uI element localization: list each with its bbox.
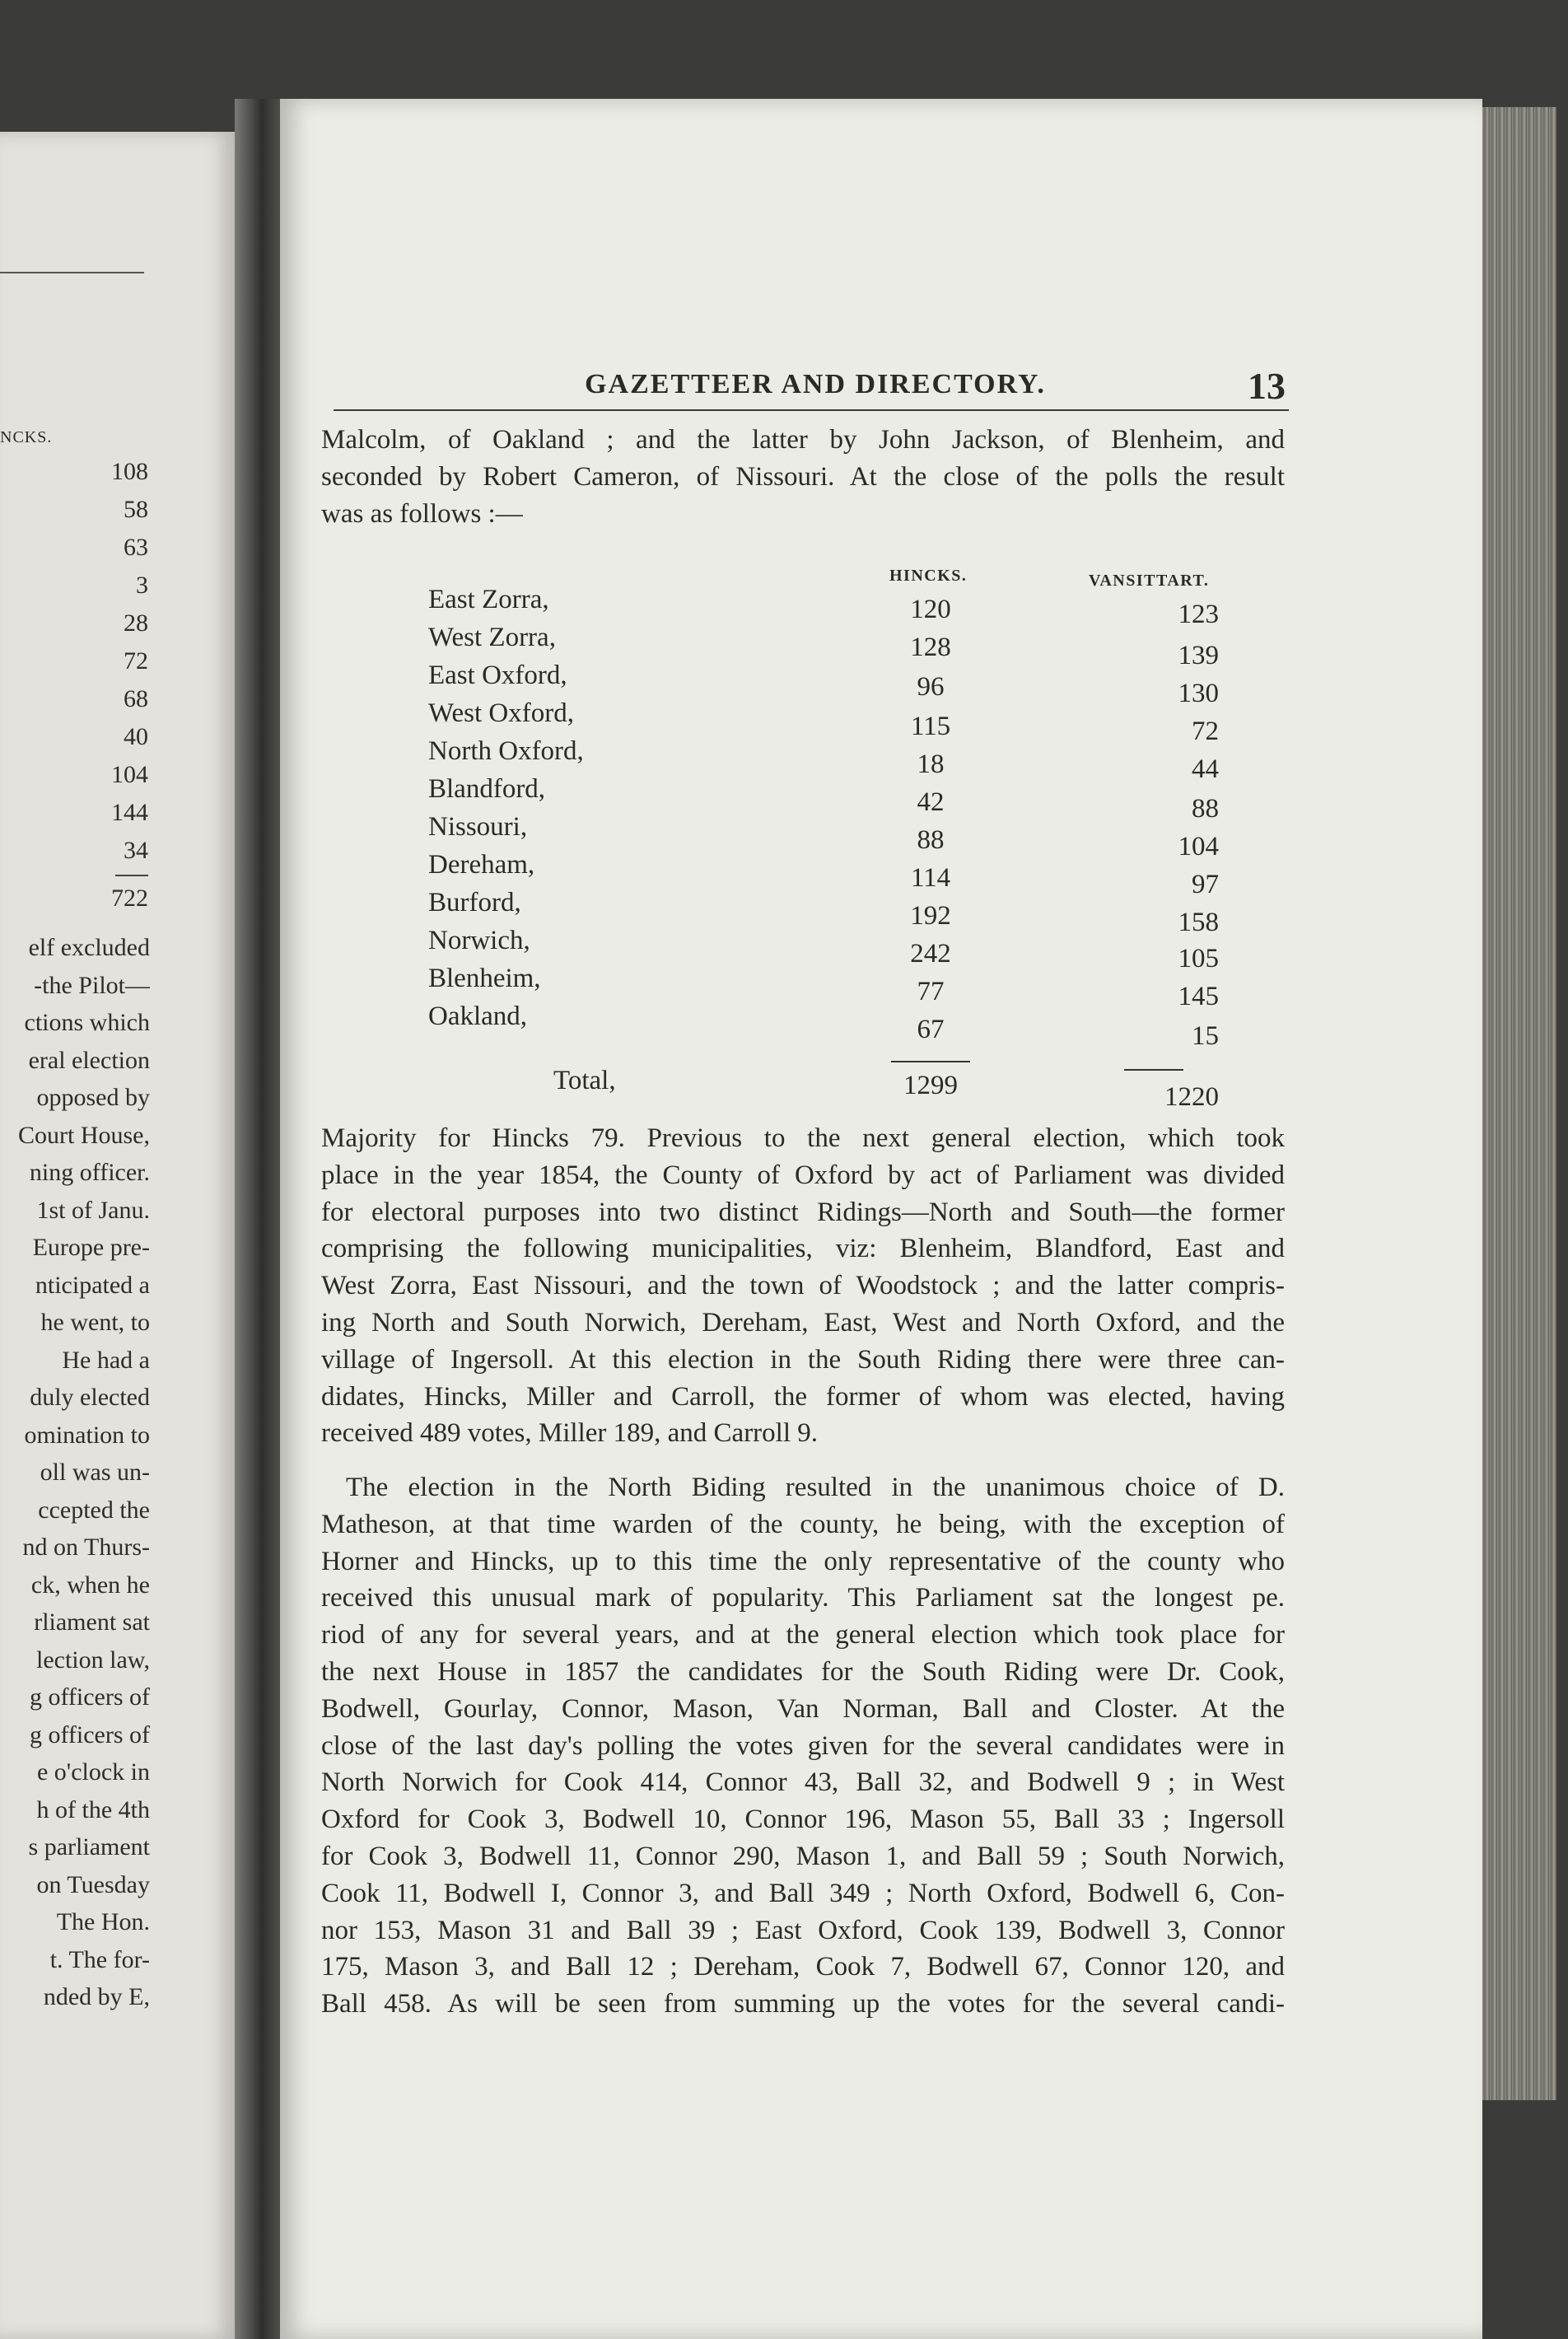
vansittart-votes: 44 [1192,754,1219,784]
hincks-votes: 42 [917,787,945,817]
paragraph-next-election [321,1120,1285,1452]
page-edges [1482,107,1556,2100]
vansittart-votes: 88 [1192,794,1219,824]
hincks-votes: 115 [910,712,951,741]
township-name: North Oxford, [428,736,584,766]
hincks-votes: 242 [910,939,951,969]
left-page-text [0,929,150,2016]
left-vote-value: 3 [136,572,148,599]
text-line: riod of any for several years, and at the general election which took place for [321,1620,1285,1650]
hincks-votes: 18 [917,749,945,779]
left-text-line: h of the 4th [36,1795,150,1823]
table-row [0,888,1568,937]
left-text-line: Europe pre- [32,1234,150,1261]
table-row [0,585,1568,629]
left-text-line: omination to [24,1421,150,1449]
township-name: Blandford, [428,774,546,804]
vansittart-sum-rule [1124,1069,1183,1071]
left-vote-value: 108 [111,458,148,485]
hincks-votes: 67 [917,1015,945,1044]
column-header-hincks: HINCKS. [889,567,968,585]
left-vote-value: 68 [124,685,148,712]
left-text-line: 1st of Janu. [36,1196,150,1224]
left-vote-value: 72 [124,647,148,675]
township-name: West Oxford, [428,698,574,728]
left-text-line: g officers of [29,1683,150,1711]
left-text-line: ccepted the [38,1496,150,1524]
table-row [0,623,1568,670]
hincks-sum-rule [891,1061,970,1062]
left-text-line: Court House, [18,1121,150,1149]
left-text-line: g officers of [29,1720,150,1748]
vansittart-votes: 123 [1178,600,1219,629]
left-text-line: elf excluded [28,934,150,961]
vansittart-votes: 130 [1178,679,1219,708]
hincks-votes: 96 [917,672,945,702]
left-text-line: he went, to [40,1309,150,1336]
text-line: ing North and South Norwich, Dereham, East, West and North Oxford, and the [321,1307,1285,1338]
hincks-votes: 88 [917,825,945,855]
text-line: for Cook 3, Bodwell 11, Connor 290, Mason 1, and Ball 59 ; South Norwich, [321,1841,1285,1871]
hincks-votes: 120 [910,595,951,624]
hincks-votes: 128 [910,633,951,662]
text-line: comprising the following municipalities, viz: Blenheim, Blandford, East and [321,1234,1285,1264]
left-text-line: rliament sat [34,1608,150,1636]
left-vote-value: 40 [124,723,148,750]
left-text-line: The Hon. [56,1908,150,1935]
left-vote-value: 104 [111,761,148,788]
left-page-rule [0,272,144,273]
left-text-line: t. The for- [49,1945,150,1973]
left-text-line: on Tuesday [36,1870,150,1898]
text-line: nor 153, Mason 31 and Ball 39 ; East Oxford, Cook 139, Bodwell 3, Connor [321,1915,1285,1945]
left-vote-value: 28 [124,609,148,637]
text-line: North Norwich for Cook 414, Connor 43, Ball 32, and Bodwell 9 ; in West [321,1767,1285,1798]
township-name: Norwich, [428,926,530,955]
text-line: Majority for Hincks 79. Previous to the next general election, which took [321,1123,1285,1153]
left-text-line: ck, when he [30,1571,150,1599]
township-name: West Zorra, [428,623,556,652]
left-text-line: nticipated a [35,1271,150,1299]
text-line: seconded by Robert Cameron, of Nissouri. At the close of the polls the result [321,461,1285,492]
township-name: Dereham, [428,850,535,880]
vansittart-votes: 145 [1178,982,1219,1011]
left-text-line: s parliament [28,1833,150,1860]
vansittart-votes: 105 [1178,944,1219,973]
left-vote-value: 58 [124,496,148,523]
left-vote-value: 63 [124,534,148,561]
total-label: Total, [553,1066,616,1095]
text-line: Horner and Hincks, up to this time the only representative of the county who [321,1546,1285,1576]
header-rule [334,409,1289,411]
text-line: Ball 458. As will be seen from summing up the votes for the several candi- [321,1989,1285,2019]
left-text-line: lection law, [35,1646,150,1674]
paragraph-north-riding [321,1469,1285,2023]
left-vote-value: 144 [111,799,148,826]
vansittart-votes: 139 [1178,641,1219,670]
text-line: Malcolm, of Oakland ; and the latter by John Jackson, of Blenheim, and [321,425,1285,455]
text-line: for electoral purposes into two distinct Ridings—North and South—the former [321,1197,1285,1227]
text-line: received 489 votes, Miller 189, and Carroll 9. [321,1418,819,1449]
left-text-line: duly elected [30,1384,150,1411]
vansittart-votes: 104 [1178,832,1219,861]
township-name: East Zorra, [428,585,549,614]
township-name: Blenheim, [428,964,541,993]
table-row [0,926,1568,973]
left-text-line: He had a [62,1346,150,1374]
left-text-line: opposed by [36,1084,150,1111]
table-row [0,1001,1568,1051]
left-vote-total: 722 [111,885,148,912]
text-line: close of the last day's polling the votes given for the several candidates were in [321,1730,1285,1761]
text-line: Oxford for Cook 3, Bodwell 10, Connor 196, Mason 55, Ball 33 ; Ingersoll [321,1804,1285,1835]
left-text-line: oll was un- [40,1459,150,1486]
left-text-line: ctions which [24,1009,150,1036]
township-name: Oakland, [428,1001,528,1031]
total-vansittart: 1220 [1164,1082,1219,1112]
text-line: received this unusual mark of popularity. This Parliament sat the longest pe. [321,1583,1285,1613]
township-name: East Oxford, [428,661,567,690]
text-line: 175, Mason 3, and Ball 12 ; Dereham, Cook 7, Bodwell 67, Connor 120, and [321,1952,1285,1982]
left-text-line: nd on Thurs- [22,1534,150,1561]
running-head: GAZETTEER AND DIRECTORY. [585,369,1046,399]
vansittart-votes: 97 [1192,870,1219,899]
vansittart-votes: 158 [1178,908,1219,937]
text-line: place in the year 1854, the County of Oxford by act of Parliament was divided [321,1160,1285,1190]
left-column-heading: NCKS. [0,428,53,446]
township-name: Nissouri, [428,812,528,842]
left-text-line: ning officer. [29,1159,150,1186]
text-line: was as follows :— [321,498,523,529]
left-text-line: -the Pilot— [34,971,150,999]
vansittart-votes: 15 [1192,1021,1219,1051]
vansittart-votes: 72 [1192,717,1219,746]
text-line: Cook 11, Bodwell I, Connor 3, and Ball 349 ; North Oxford, Bodwell 6, Con- [321,1878,1285,1908]
left-text-line: eral election [28,1046,150,1074]
left-text-line: e o'clock in [36,1758,150,1786]
text-line: Matheson, at that time warden of the county, he being, with the exception of [321,1509,1285,1539]
column-header-vansittart: VANSITTART. [1089,572,1210,590]
total-hincks: 1299 [903,1071,958,1100]
hincks-votes: 192 [910,901,951,931]
text-line: West Zorra, East Nissouri, and the town of Woodstock ; and the latter compris- [321,1271,1285,1301]
table-row [0,964,1568,1011]
hincks-votes: 77 [917,977,945,1006]
text-line: the next House in 1857 the candidates for the South Riding were Dr. Cook, [321,1656,1285,1687]
township-name: Burford, [428,888,521,917]
text-line: village of Ingersoll. At this election in the South Riding there were three can- [321,1344,1285,1375]
left-text-line: nded by E, [43,1983,150,2010]
left-vote-value: 34 [124,837,148,864]
text-line: didates, Hincks, Miller and Carroll, the former of whom was elected, having [321,1381,1285,1412]
text-line: Bodwell, Gourlay, Connor, Mason, Van Norman, Ball and Closter. At the [321,1693,1285,1724]
book-gutter [235,99,284,2339]
hincks-votes: 114 [910,863,951,893]
text-line: The election in the North Biding resulted in the unanimous choice of D. [346,1473,1285,1502]
page-number: 13 [1248,365,1286,407]
intro-paragraph [321,422,1285,532]
